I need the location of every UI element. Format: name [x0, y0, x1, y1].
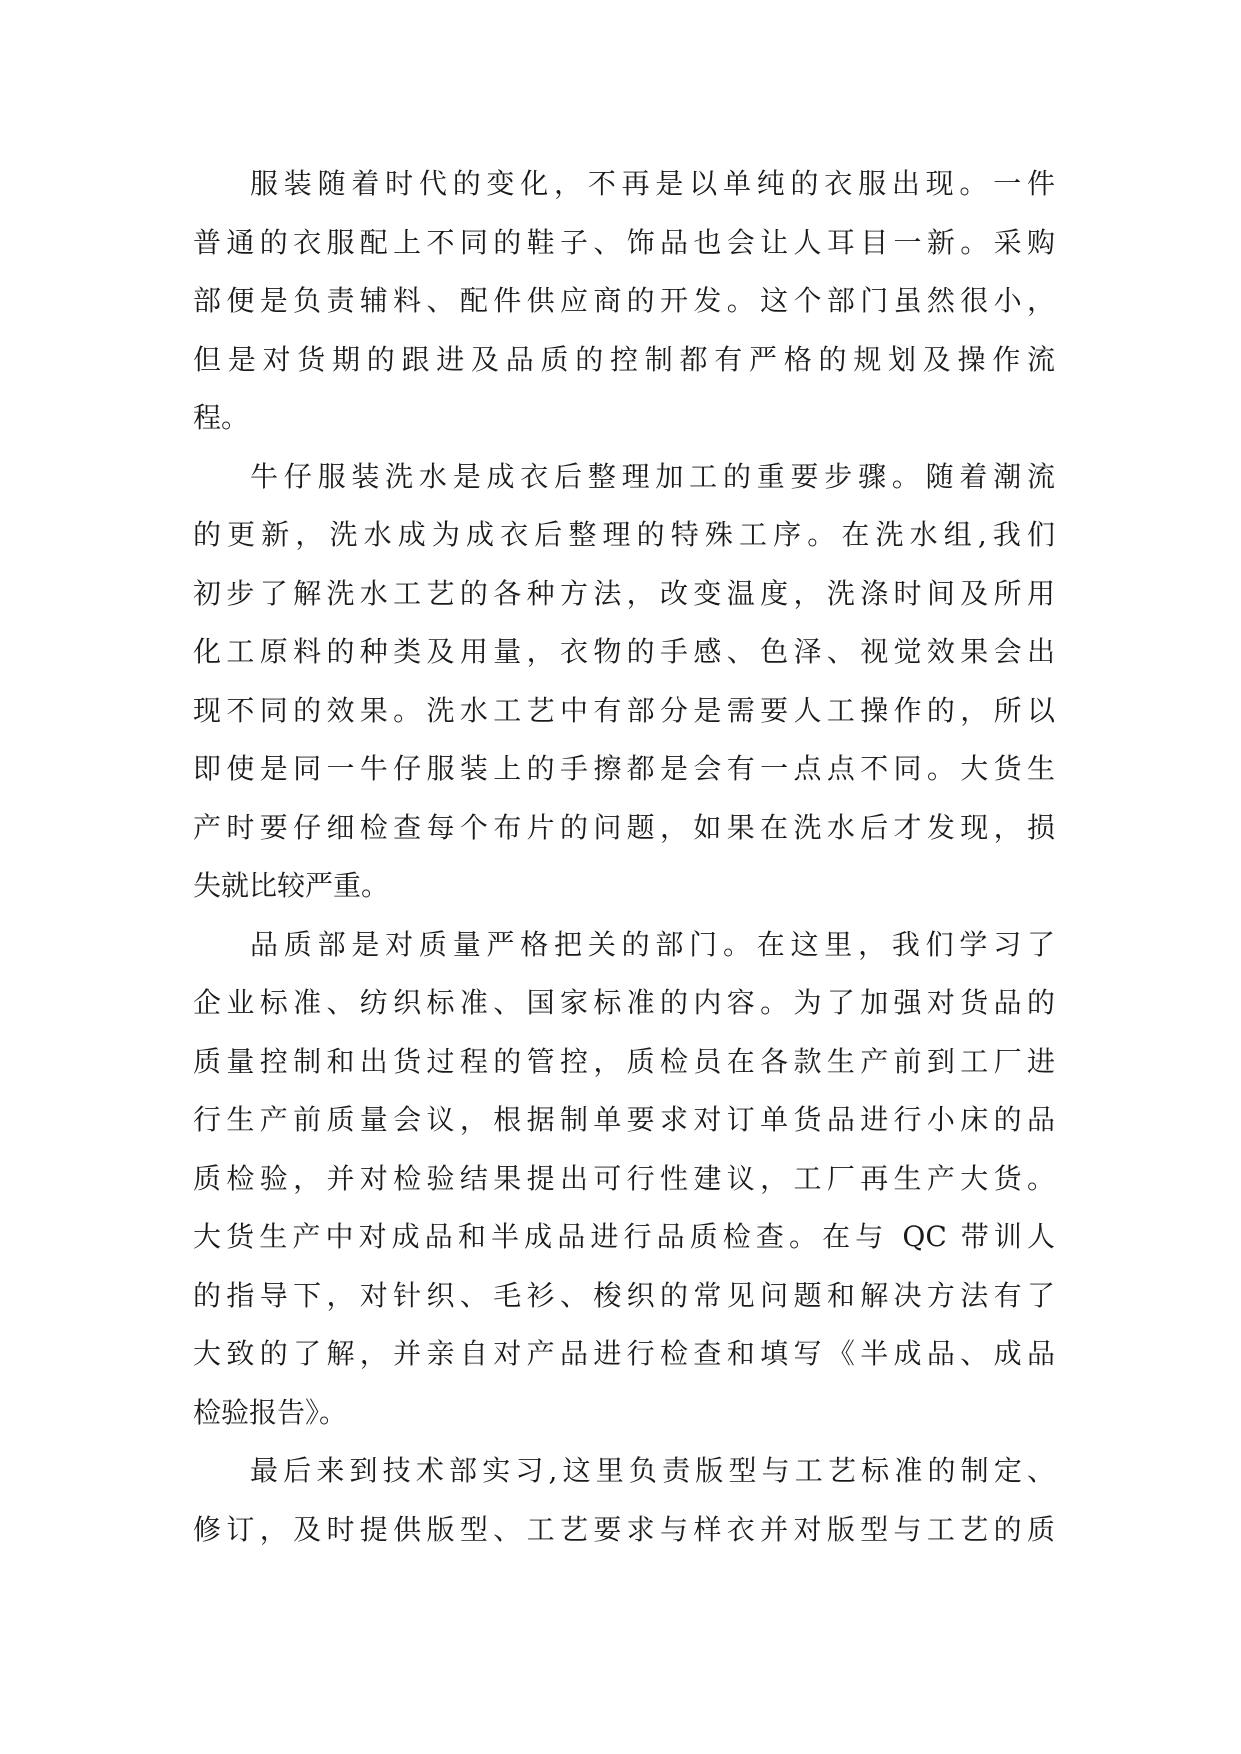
- text-line: 大致的了解，并亲自对产品进行检查和填写《半成品、成品: [193, 1337, 1055, 1370]
- paragraph: [193, 448, 1055, 916]
- paragraph: [193, 1442, 1055, 1559]
- text-line: 牛仔服装洗水是成衣后整理加工的重要步骤。随着潮流: [250, 459, 1055, 493]
- body-text: [193, 155, 1055, 1559]
- text-line: 修订，及时提供版型、工艺要求与样衣并对版型与工艺的质: [193, 1512, 1055, 1546]
- text-line: 行生产前质量会议，根据制单要求对订单货品进行小床的品: [193, 1103, 1055, 1136]
- text-line: 普通的衣服配上不同的鞋子、饰品也会让人耳目一新。采购: [193, 225, 1055, 259]
- text-line: 大货生产中对成品和半成品进行品质检查。在与 QC 带训人: [193, 1220, 1055, 1253]
- text-line: 的更新，洗水成为成衣后整理的特殊工序。在洗水组,我们: [193, 518, 1055, 551]
- text-line: 服装随着时代的变化，不再是以单纯的衣服出现。一件: [250, 167, 1055, 200]
- paragraph: [193, 916, 1055, 1443]
- text-line: 产时要仔细检查每个布片的问题，如果在洗水后才发现，损: [193, 810, 1055, 844]
- text-line: 即使是同一牛仔服装上的手擦都是会有一点点不同。大货生: [193, 752, 1055, 785]
- text-line: 化工原料的种类及用量，衣物的手感、色泽、视觉效果会出: [193, 635, 1055, 668]
- text-line: 部便是负责辅料、配件供应商的开发。这个部门虽然很小，: [193, 284, 1055, 317]
- text-line: 的指导下，对针织、毛衫、梭织的常见问题和解决方法有了: [193, 1278, 1055, 1312]
- text-line: 失就比较严重。: [193, 869, 390, 902]
- text-line: 最后来到技术部实习,这里负责版型与工艺标准的制定、: [250, 1454, 1055, 1487]
- text-line: 质检验，并对检验结果提出可行性建议，工厂再生产大货。: [193, 1161, 1055, 1195]
- text-line: 但是对货期的跟进及品质的控制都有严格的规划及操作流: [193, 342, 1055, 376]
- text-line: 现不同的效果。洗水工艺中有部分是需要人工操作的，所以: [193, 693, 1055, 727]
- text-line: 企业标准、纺织标准、国家标准的内容。为了加强对货品的: [193, 986, 1055, 1019]
- text-line: 检验报告》。: [193, 1395, 348, 1429]
- text-line: 品质部是对质量严格把关的部门。在这里，我们学习了: [250, 927, 1055, 961]
- text-line: 质量控制和出货过程的管控，质检员在各款生产前到工厂进: [193, 1044, 1055, 1078]
- paragraph: [193, 155, 1055, 448]
- text-line: 程。: [193, 401, 250, 434]
- text-line: 初步了解洗水工艺的各种方法，改变温度，洗涤时间及所用: [193, 576, 1055, 610]
